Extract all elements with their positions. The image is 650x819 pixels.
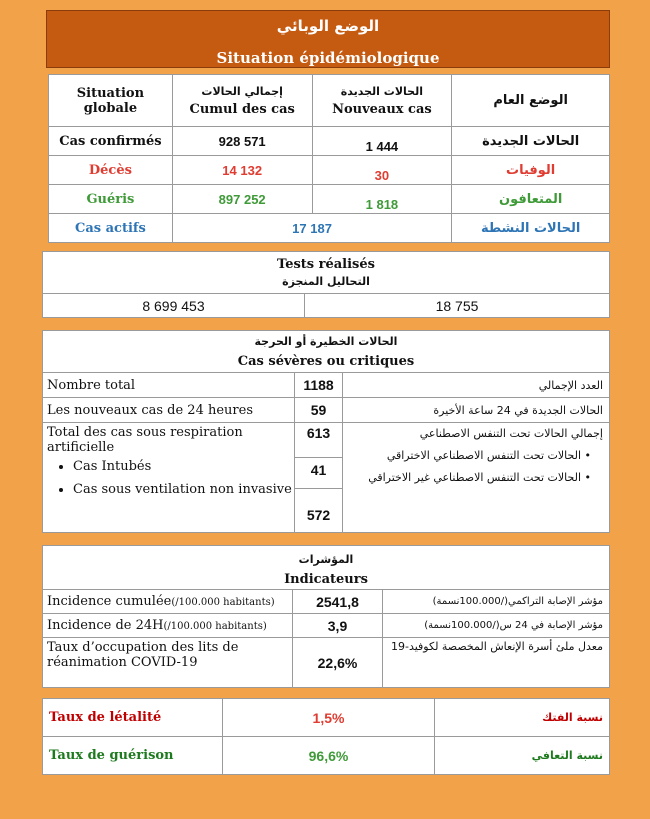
indicators-title-fr: Indicateurs xyxy=(284,571,368,587)
row-deaths-fr: Décès xyxy=(49,156,173,185)
rate-recovery-value: 96,6% xyxy=(223,737,435,775)
table-row xyxy=(43,614,610,638)
tests-total-value: 8 699 453 xyxy=(142,298,205,314)
report-header xyxy=(46,10,610,68)
row-recovered-cumul: 897 252 xyxy=(172,185,312,214)
severe-total-ar: العدد الإجمالي xyxy=(343,373,610,398)
table-row xyxy=(43,423,610,533)
table-row xyxy=(43,590,610,614)
severe-intub-value: 41 xyxy=(295,457,342,478)
severe-intub-ar-item: • الحالات تحت التنفس الاصطناعي الاختراقي xyxy=(386,449,591,462)
severe-noninv-value: 572 xyxy=(295,488,342,523)
col-cumul xyxy=(172,75,312,127)
severe-intub-fr: • Cas Intubés xyxy=(73,459,294,474)
ind-cumul-value: 2541,8 xyxy=(293,590,383,614)
severe-title xyxy=(43,331,610,373)
tests-title-fr: Tests réalisés xyxy=(277,257,375,272)
col-new-ar: الحالات الجديدة xyxy=(340,84,423,98)
row-confirmed-fr: Cas confirmés xyxy=(49,127,173,156)
severe-total-value: 1188 xyxy=(295,373,343,398)
severe-cases-table xyxy=(42,330,610,533)
table-row xyxy=(43,699,610,737)
row-active-fr: Cas actifs xyxy=(49,214,173,243)
table-row xyxy=(43,373,610,398)
table-row xyxy=(43,398,610,423)
tests-title xyxy=(43,252,610,294)
global-situation-table xyxy=(48,74,610,243)
table-row xyxy=(49,214,610,243)
col-cumul-ar: إجمالي الحالات xyxy=(201,84,283,98)
ind-24h-fr xyxy=(43,614,293,638)
table-row xyxy=(49,156,610,185)
severe-resp-values xyxy=(295,423,343,533)
row-deaths-new: 30 xyxy=(312,156,452,185)
ind-24h-fr-label: Incidence de 24H xyxy=(47,618,164,633)
ind-cumul-ar: مؤشر الإصابة التراكمي(/100.000نسمة) xyxy=(383,590,610,614)
row-confirmed-cumul: 928 571 xyxy=(172,127,312,156)
row-deaths-cumul: 14 132 xyxy=(172,156,312,185)
severe-resp-fr xyxy=(43,423,295,533)
rate-letality-ar: نسبة الفتك xyxy=(435,699,610,737)
table-row xyxy=(49,127,610,156)
ind-icu-ar: معدل ملئ أسرة الإنعاش المخصصة لكوفيد-19 xyxy=(383,638,610,688)
table-row xyxy=(43,638,610,688)
ind-cumul-unit: (/100.000 habitants) xyxy=(171,597,275,608)
rate-recovery-ar: نسبة التعافي xyxy=(435,737,610,775)
severe-resp-ar-label: إجمالي الحالات تحت التنفس الاصطناعي xyxy=(419,427,603,440)
header-title-fr: Situation épidémiologique xyxy=(216,49,440,67)
col-new xyxy=(312,75,452,127)
severe-noninv-ar: الحالات تحت التنفس الاصطناعي غير الاختراقي xyxy=(368,471,581,484)
ind-cumul-fr xyxy=(43,590,293,614)
rate-letality-fr: Taux de létalité xyxy=(43,699,223,737)
severe-noninv-ar-item: • الحالات تحت التنفس الاصطناعي غير الاختراقي xyxy=(368,471,591,484)
ind-cumul-fr-label: Incidence cumulée xyxy=(47,594,172,609)
tests-new xyxy=(305,294,610,318)
rate-letality-value: 1,5% xyxy=(223,699,435,737)
severe-title-ar: الحالات الخطيرة أو الحرجة xyxy=(254,334,398,348)
severe-resp-value: 613 xyxy=(306,425,331,441)
rates-table xyxy=(42,698,610,775)
col-situation-fr: Situation globale xyxy=(49,75,173,127)
row-confirmed-ar: الحالات الجديدة xyxy=(452,127,610,156)
header-title-ar: الوضع الوبائي xyxy=(276,17,380,35)
indicators-title-ar: المؤشرات xyxy=(298,552,354,566)
col-situation-ar: الوضع العام xyxy=(452,75,610,127)
severe-new24-ar: الحالات الجديدة في 24 ساعة الأخيرة xyxy=(343,398,610,423)
row-deaths-ar: الوفيات xyxy=(452,156,610,185)
ind-icu-fr: Taux d’occupation des lits de réanimation COVID-19 xyxy=(43,638,293,688)
row-active-ar: الحالات النشطة xyxy=(452,214,610,243)
tests-title-ar: التحاليل المنجزة xyxy=(282,275,370,288)
row-active-value: 17 187 xyxy=(172,214,451,243)
severe-total-fr: Nombre total xyxy=(43,373,295,398)
table-row xyxy=(49,185,610,214)
severe-title-fr: Cas sévères ou critiques xyxy=(237,353,415,369)
severe-new24-value: 59 xyxy=(295,398,343,423)
row-confirmed-new: 1 444 xyxy=(312,127,452,156)
ind-icu-value: 22,6% xyxy=(293,638,383,688)
severe-new24-fr: Les nouveaux cas de 24 heures xyxy=(43,398,295,423)
row-recovered-fr: Guéris xyxy=(49,185,173,214)
tests-new-value: 18 755 xyxy=(435,298,479,314)
row-recovered-ar: المتعافون xyxy=(452,185,610,214)
severe-noninv-fr: • Cas sous ventilation non invasive xyxy=(73,482,294,497)
indicators-title xyxy=(43,546,610,590)
ind-24h-unit: (/100.000 habitants) xyxy=(163,621,267,632)
row-recovered-new: 1 818 xyxy=(312,185,452,214)
severe-intub-ar: الحالات تحت التنفس الاصطناعي الاختراقي xyxy=(386,449,581,462)
tests-total xyxy=(43,294,305,318)
col-new-fr: Nouveaux cas xyxy=(332,101,432,117)
indicators-table xyxy=(42,545,610,688)
severe-resp-fr-label: Total des cas sous respiration artificielle xyxy=(47,425,243,455)
severe-resp-sublist xyxy=(47,459,294,497)
ind-24h-value: 3,9 xyxy=(293,614,383,638)
ind-24h-ar: مؤشر الإصابة في 24 س(/100.000نسمة) xyxy=(383,614,610,638)
rate-recovery-fr: Taux de guérison xyxy=(43,737,223,775)
tests-table xyxy=(42,251,610,318)
table-row xyxy=(43,737,610,775)
col-cumul-fr: Cumul des cas xyxy=(189,101,295,117)
severe-resp-ar xyxy=(343,423,610,533)
